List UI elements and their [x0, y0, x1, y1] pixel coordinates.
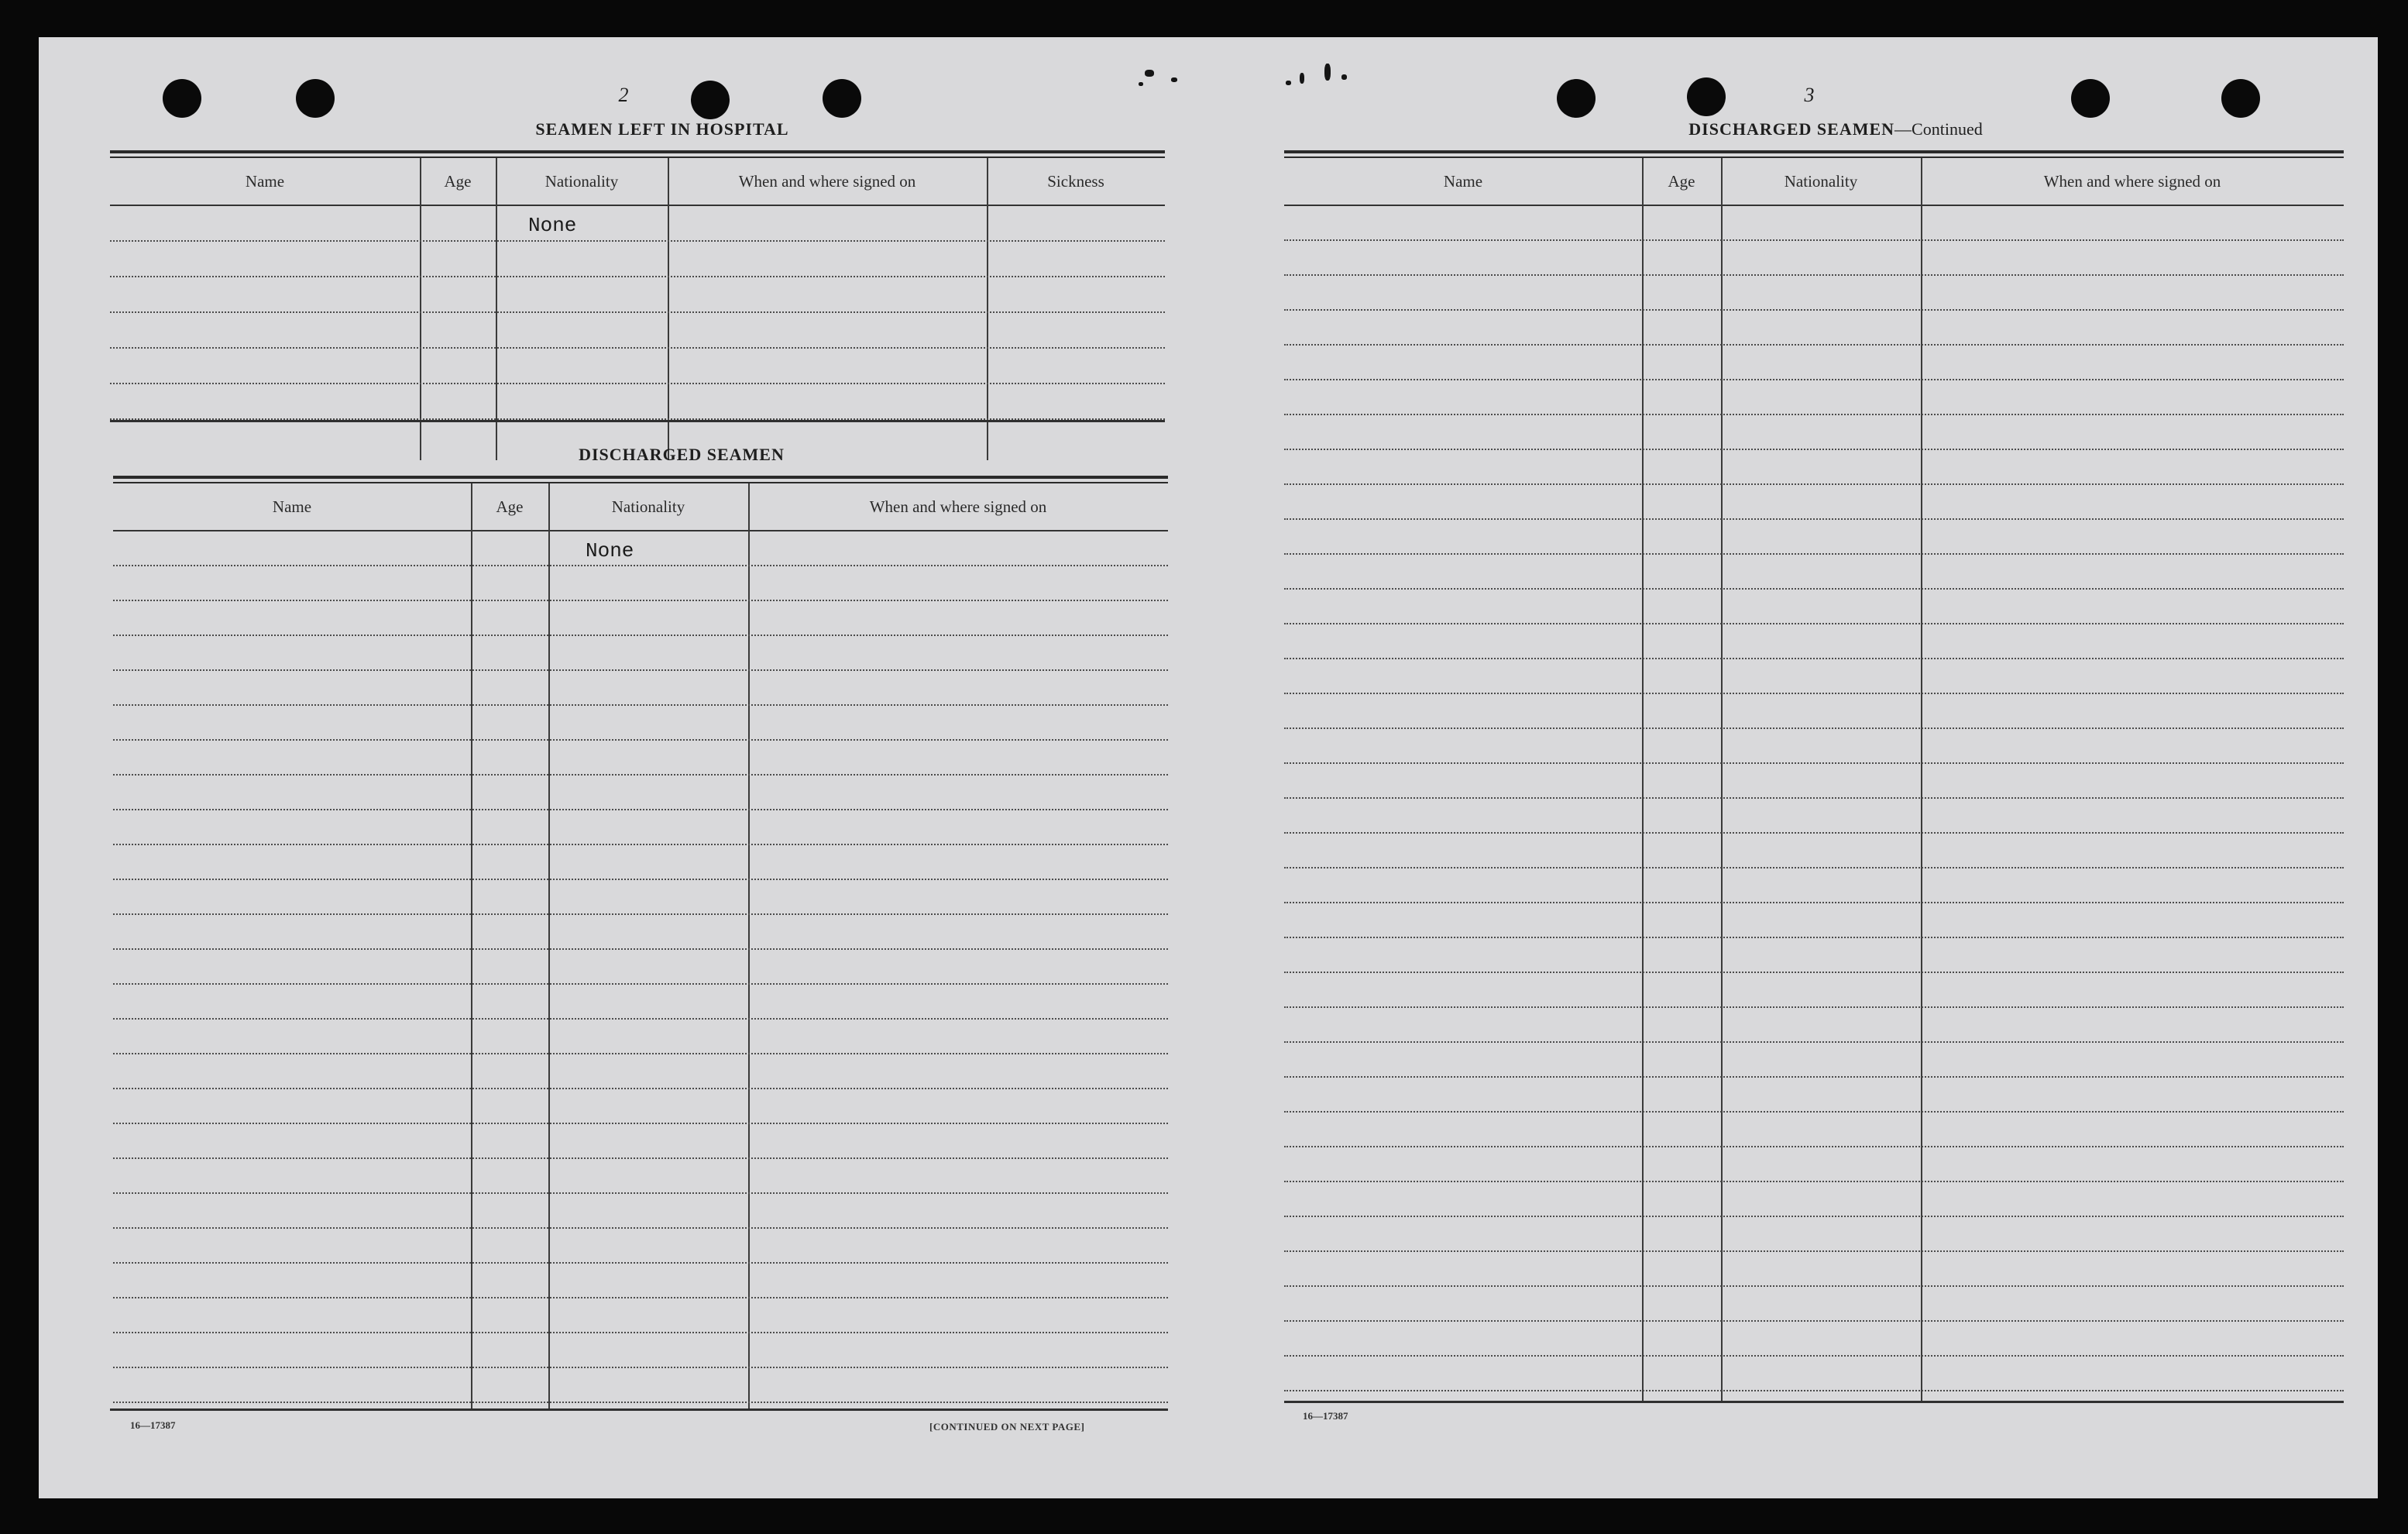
discharged-table-row [113, 1192, 1168, 1229]
continued-header-signed-on: When and where signed on [2043, 171, 2221, 191]
discharged-table-row [113, 844, 1168, 880]
continued-table-row [1284, 1216, 2344, 1252]
discharged-header-name: Name [272, 497, 312, 516]
continued-table-row [1284, 1320, 2344, 1357]
continued-table-row [1284, 867, 2344, 903]
discharged-table-row [113, 913, 1168, 950]
continued-table-row [1284, 588, 2344, 624]
discharged-section-title: DISCHARGED SEAMEN [579, 445, 785, 464]
discharged-table-row [113, 565, 1168, 601]
hospital-table-row [110, 276, 1165, 313]
discharged-table-row [113, 530, 1168, 566]
discharged-table-row [113, 635, 1168, 671]
continued-table-row [1284, 1041, 2344, 1078]
punch-hole [823, 79, 861, 118]
right-bottom-rule [1284, 1401, 2344, 1403]
discharged-bottom-rule [110, 1408, 1168, 1411]
discharged-table-row [113, 1088, 1168, 1124]
continued-table-row [1284, 972, 2344, 1008]
page-number-left: 2 [618, 84, 629, 106]
continued-table-row [1284, 274, 2344, 311]
continued-table-row [1284, 832, 2344, 868]
continued-table-row [1284, 414, 2344, 450]
continued-table-row [1284, 727, 2344, 764]
discharged-table-row [113, 1367, 1168, 1403]
punch-hole [163, 79, 201, 118]
continued-table-row [1284, 1181, 2344, 1217]
punch-hole [296, 79, 335, 118]
continued-table-row [1284, 1146, 2344, 1182]
continued-table-row [1284, 1111, 2344, 1147]
continued-note: [CONTINUED ON NEXT PAGE] [929, 1421, 1085, 1433]
binding-mark [1145, 70, 1154, 77]
hospital-entry-none: None [528, 214, 577, 237]
punch-hole [2071, 79, 2110, 118]
discharged-header-age: Age [496, 497, 524, 516]
continued-table-row [1284, 553, 2344, 590]
right-section-title-text: DISCHARGED SEAMEN [1688, 119, 1895, 139]
hospital-table-row [110, 240, 1165, 277]
discharged-table-row [113, 669, 1168, 706]
continued-table-row [1284, 1076, 2344, 1113]
binding-mark [1341, 74, 1347, 80]
hospital-header-name: Name [245, 171, 285, 191]
discharged-continued-table [1284, 158, 2344, 1401]
discharged-table-row [113, 1123, 1168, 1159]
discharged-table-row [113, 879, 1168, 915]
continued-table-row [1284, 309, 2344, 346]
hospital-top-rule [110, 150, 1165, 153]
discharged-table-row [113, 1157, 1168, 1194]
right-section-title-suffix: —Continued [1894, 119, 1983, 139]
continued-table-row [1284, 623, 2344, 659]
discharged-table-row [113, 1262, 1168, 1298]
binding-mark [1300, 73, 1304, 84]
discharged-header-nationality: Nationality [611, 497, 685, 516]
hospital-header-signed-on: When and where signed on [738, 171, 916, 191]
continued-table-row [1284, 693, 2344, 729]
binding-mark [1286, 81, 1291, 85]
discharged-top-rule [113, 476, 1168, 479]
discharged-table-row [113, 1227, 1168, 1264]
continued-table-row [1284, 658, 2344, 694]
punch-hole [2221, 79, 2260, 118]
continued-table-row [1284, 1250, 2344, 1287]
discharged-table-row [113, 774, 1168, 810]
hospital-header-sickness: Sickness [1047, 171, 1104, 191]
hospital-header-nationality: Nationality [544, 171, 619, 191]
continued-table-row [1284, 239, 2344, 276]
discharged-table-row [113, 809, 1168, 845]
hospital-header-age: Age [444, 171, 472, 191]
continued-table-row [1284, 205, 2344, 241]
discharged-table-row [113, 948, 1168, 985]
hospital-table [110, 158, 1165, 460]
form-code-left: 16—17387 [130, 1419, 176, 1431]
continued-table-row [1284, 518, 2344, 555]
hospital-section-title: SEAMEN LEFT IN HOSPITAL [535, 119, 789, 139]
continued-table-row [1284, 483, 2344, 520]
continued-table-row [1284, 1285, 2344, 1322]
discharged-header-signed-on: When and where signed on [869, 497, 1047, 516]
hospital-table-row [110, 311, 1165, 349]
hospital-table-row [110, 205, 1165, 242]
continued-header-nationality: Nationality [1784, 171, 1858, 191]
binding-mark [1171, 77, 1177, 82]
discharged-table-row [113, 983, 1168, 1020]
discharged-table-row [113, 1332, 1168, 1368]
continued-header-age: Age [1668, 171, 1695, 191]
continued-table-row [1284, 937, 2344, 973]
hospital-table-row [110, 383, 1165, 420]
binding-mark [1324, 64, 1331, 81]
discharged-table-row [113, 600, 1168, 636]
continued-table-row [1284, 344, 2344, 380]
form-code-right: 16—17387 [1303, 1410, 1348, 1422]
discharged-table-row [113, 1018, 1168, 1054]
continued-table-row [1284, 449, 2344, 485]
continued-table-row [1284, 1355, 2344, 1391]
discharged-table-row [113, 739, 1168, 776]
continued-header-name: Name [1443, 171, 1483, 191]
page-number-right: 3 [1804, 84, 1815, 106]
right-top-rule [1284, 150, 2344, 153]
form-spread [39, 37, 2378, 1498]
punch-hole [691, 81, 730, 119]
continued-table-row [1284, 762, 2344, 799]
discharged-table-row [113, 1053, 1168, 1089]
continued-table-row [1284, 902, 2344, 938]
discharged-table [113, 483, 1168, 1408]
continued-table-row [1284, 379, 2344, 415]
discharged-table-row [113, 704, 1168, 741]
hospital-table-row [110, 347, 1165, 384]
binding-mark [1139, 82, 1143, 86]
discharged-table-row [113, 1297, 1168, 1333]
punch-hole [1557, 79, 1596, 118]
hospital-bottom-rule [110, 420, 1165, 422]
continued-table-row [1284, 1006, 2344, 1043]
right-section-title [1293, 119, 2378, 139]
continued-table-row [1284, 797, 2344, 834]
punch-hole [1687, 77, 1726, 116]
discharged-entry-none: None [586, 539, 634, 562]
